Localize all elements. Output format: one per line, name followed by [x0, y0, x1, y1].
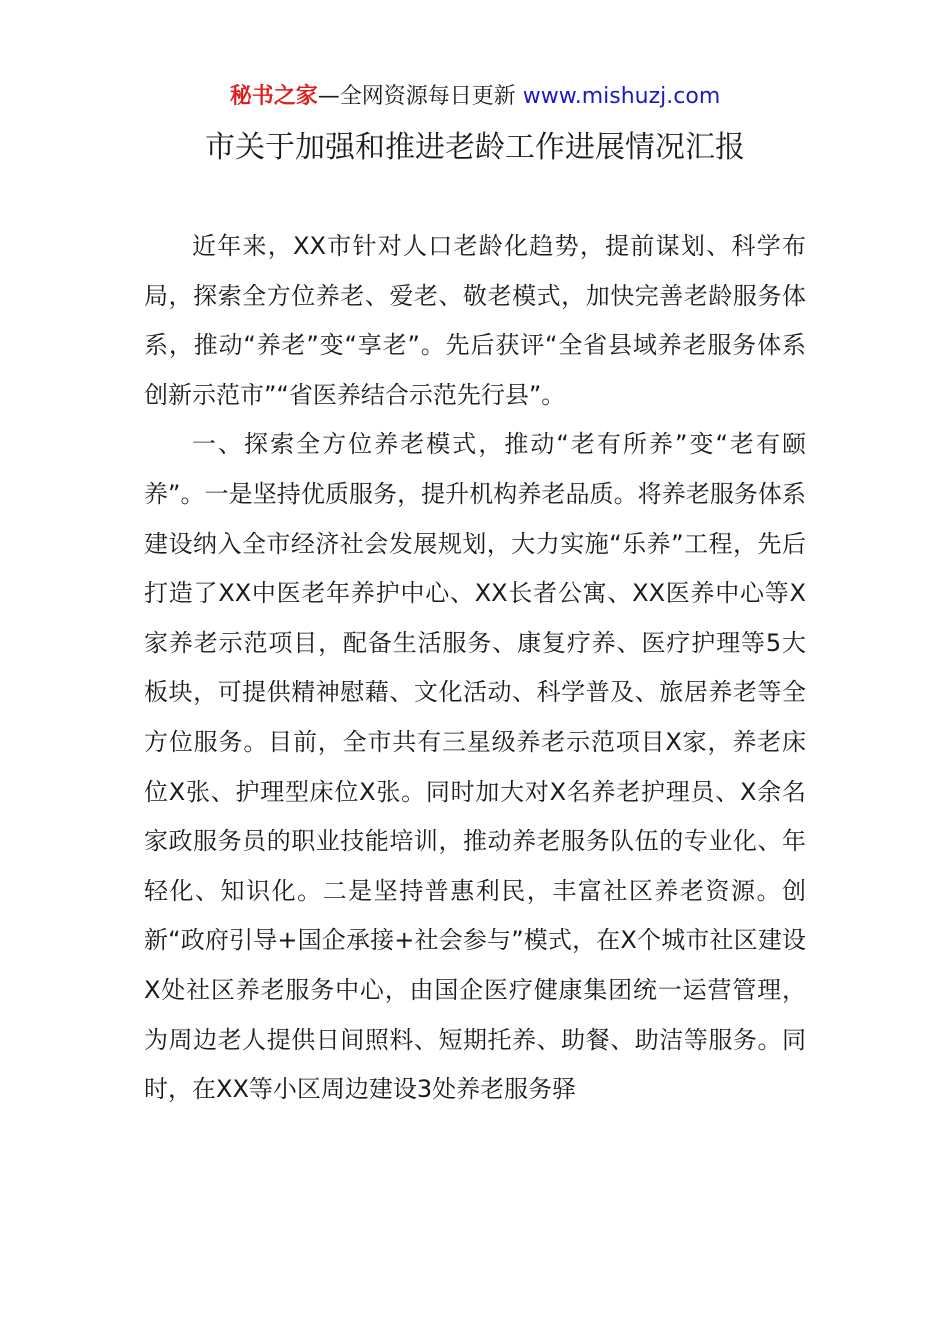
- site-header: [0, 82, 950, 112]
- site-url[interactable]: www.mishuzj.com: [522, 84, 721, 109]
- brand-name: 秘书之家: [229, 84, 318, 109]
- site-tagline: —全网资源每日更新: [317, 84, 523, 109]
- document-body: [144, 222, 806, 1115]
- paragraph-intro: 近年来，XX市针对人口老龄化趋势，提前谋划、科学布局，探索全方位养老、爱老、敬老模式，加快完善老龄服务体系，推动“养老”变“享老”。先后获评“全省县域养老服务体系创新示范市”“省医养结合示范先行县”。: [144, 232, 806, 409]
- document-title: 市关于加强和推进老龄工作进展情况汇报: [205, 130, 745, 165]
- paragraph-section-one: 一、探索全方位养老模式，推动“老有所养”变“老有颐养”。一是坚持优质服务，提升机构养老品质。将养老服务体系建设纳入全市经济社会发展规划，大力实施“乐养”工程，先后打造了XX中医老年养护中心、XX长者公寓、XX医养中心等X家养老示范项目，配备生活服务、康复疗养、医疗护理等5大板块，可提供精神慰藉、文化活动、科学普及、旅居养老等全方位服务。目前，全市共有三星级养老示范项目X家，养老床位X张、护理型床位X张。同时加大对X名养老护理员、X余名家政服务员的职业技能培训，推动养老服务队伍的专业化、年轻化、知识化。二是坚持普惠利民，丰富社区养老资源。创新“政府引导+国企承接+社会参与”模式，在X个城市社区建设X处社区养老服务中心，由国企医疗健康集团统一运营管理，为周边老人提供日间照料、短期托养、助餐、助洁等服务。同时，在XX等小区周边建设3处养老服务驿: [144, 430, 806, 1104]
